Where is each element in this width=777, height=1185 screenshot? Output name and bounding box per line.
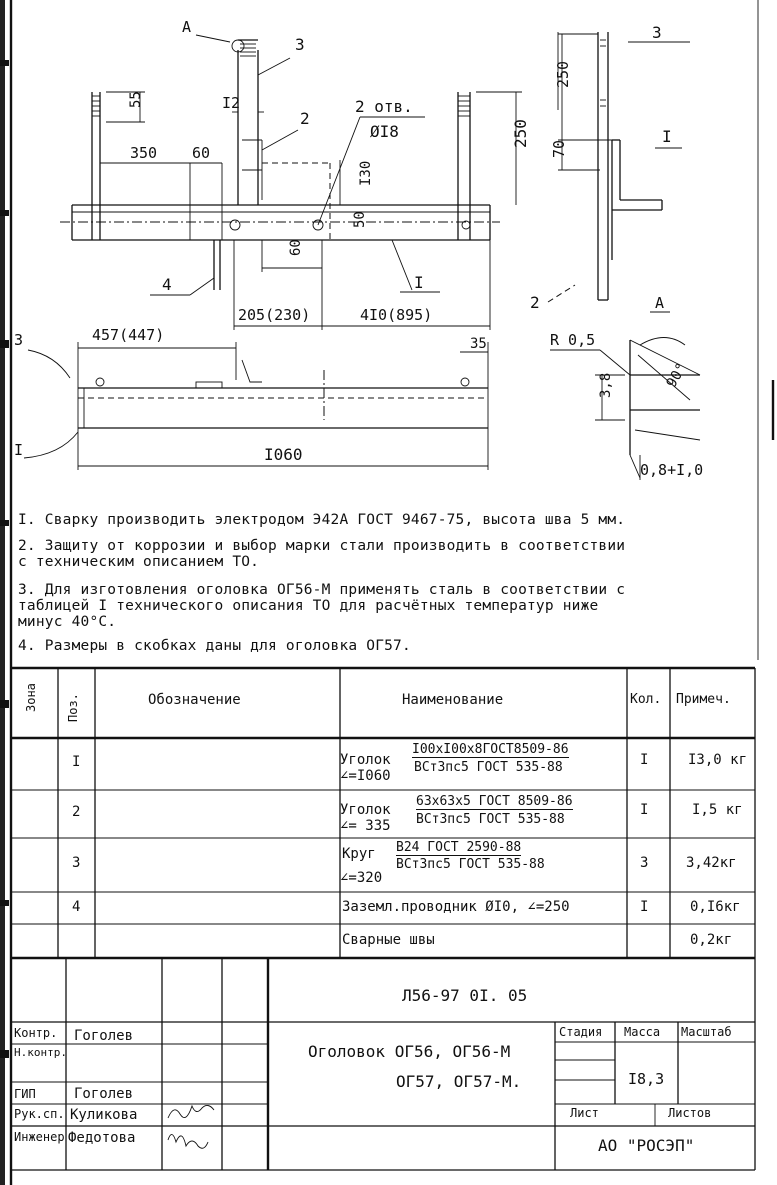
row-spec-top: I00xI00x8ГОСТ8509-86	[412, 742, 569, 757]
dim-60b: 60	[288, 239, 304, 256]
header-zone: Зона	[24, 683, 38, 712]
header-designation: Обозначение	[148, 692, 241, 708]
sheets-label: Листов	[668, 1106, 712, 1120]
sheet-label: Лист	[570, 1106, 599, 1120]
side-dim-70: 70	[550, 139, 568, 158]
role-control: Контр.	[14, 1026, 58, 1040]
stage-label: Стадия	[559, 1025, 603, 1039]
row-note: 0,2кг	[690, 932, 733, 948]
note-4: 4. Размеры в скобках даны для оголовка ОГ57.	[18, 638, 411, 654]
row-qty: I	[640, 899, 649, 915]
detail-r-label: R 0,5	[550, 331, 596, 349]
row-spec-bottom: ВСт3пс5 ГОСТ 535-88	[396, 857, 545, 872]
role-norm-control: Н.контр.	[14, 1046, 67, 1059]
row-pos: 3	[72, 855, 81, 871]
note-3-cont: таблицей I технического описания ТО для расчётных температур ниже	[18, 598, 599, 614]
header-note: Примеч.	[676, 692, 731, 707]
note-2: 2. Защиту от коррозии и выбор марки стали производить в соответствии	[18, 538, 626, 554]
pos-1-label: I	[414, 273, 424, 292]
row-note: 3,42кг	[686, 855, 737, 871]
row-note: 0,I6кг	[690, 899, 741, 915]
row-length: ∠=320	[340, 870, 383, 886]
pos-2-label: 2	[300, 109, 310, 128]
role-engineer: Инженер	[14, 1130, 65, 1144]
row-pos: 4	[72, 899, 81, 915]
row-length: ∠=I060	[340, 768, 391, 784]
org-name: АО "РОСЭП"	[598, 1136, 695, 1155]
left-3-label: 3	[14, 331, 24, 349]
dim-130: I30	[358, 160, 374, 186]
dim-250a: 250	[511, 119, 530, 148]
detail-gap-label: 0,8+I,0	[640, 461, 704, 479]
name-engineer: Федотова	[68, 1130, 136, 1146]
row-pos: I	[72, 754, 81, 770]
note-3-cont2: минус 40°С.	[18, 614, 117, 630]
row-name: Сварные швы	[342, 932, 435, 948]
row-spec-bottom: ВСт3пс5 ГОСТ 535-88	[416, 812, 565, 827]
detail-38-label: 3,8	[598, 372, 614, 398]
name-control: Гоголев	[74, 1028, 134, 1044]
dim-205: 205(230)	[238, 306, 311, 324]
row-spec-top: 63x63x5 ГОСТ 8509-86	[416, 794, 573, 809]
side-pos-1-label: I	[662, 127, 672, 146]
pos-4-label: 4	[162, 275, 172, 294]
title-line-1: Оголовок ОГ56, ОГ56-М	[308, 1042, 511, 1061]
name-group-head: Куликова	[70, 1107, 138, 1123]
header-pos: Поз.	[66, 693, 80, 722]
note-3: 3. Для изготовления оголовка ОГ56-М применять сталь в соответствии с	[18, 582, 626, 598]
hole-dia-label: ØI8	[370, 122, 399, 141]
dim-12: I2	[222, 94, 241, 112]
mass-value: I8,3	[628, 1070, 665, 1088]
role-group-head: Рук.сп.	[14, 1107, 65, 1121]
doc-code: Л56-97 0I. 05	[402, 986, 528, 1005]
note-2-cont: с техническим описанием ТО.	[18, 554, 260, 570]
row-qty: 3	[640, 855, 649, 871]
detail-a	[530, 285, 703, 480]
detail-pos-2-label: 2	[530, 293, 540, 312]
dim-457: 457(447)	[92, 326, 165, 344]
row-name: Уголок	[340, 752, 391, 768]
row-spec-bottom: ВСт3пс5 ГОСТ 535-88	[414, 760, 563, 775]
row-spec-top: В24 ГОСТ 2590-88	[396, 840, 522, 855]
dim-1060: I060	[264, 445, 303, 464]
header-name: Наименование	[402, 692, 504, 708]
mass-label: Масса	[624, 1025, 661, 1039]
dim-410: 4I0(895)	[360, 306, 433, 324]
scale-label: Масштаб	[681, 1025, 732, 1039]
row-pos: 2	[72, 804, 81, 820]
left-1-label: I	[14, 441, 24, 459]
binding-edge	[0, 0, 11, 1185]
side-view	[550, 23, 690, 300]
dim-55: 55	[128, 91, 144, 108]
detail-90-label: 90°	[663, 360, 691, 391]
row-name: Уголок	[340, 802, 391, 818]
side-pos-3-label: 3	[652, 23, 662, 42]
row-name: Круг	[342, 846, 376, 862]
row-name: Заземл.проводник ØI0, ∠=250	[342, 899, 570, 915]
header-qty: Кол.	[630, 692, 662, 707]
holes-label: 2 отв.	[355, 97, 413, 116]
row-length: ∠= 335	[340, 818, 391, 834]
title-line-2: ОГ57, ОГ57-М.	[396, 1072, 522, 1091]
role-chief-engineer: ГИП	[14, 1087, 36, 1101]
row-note: I3,0 кг	[688, 752, 748, 768]
dim-35: 35	[470, 336, 487, 352]
row-note: I,5 кг	[692, 802, 743, 818]
row-qty: I	[640, 802, 649, 818]
front-view	[60, 18, 530, 330]
detail-a-label: A	[655, 294, 665, 312]
note-1: I. Сварку производить электродом Э42А ГОСТ 9467-75, высота шва 5 мм.	[18, 512, 626, 528]
dim-50: 50	[352, 211, 368, 228]
plan-view	[14, 326, 488, 470]
dim-60a: 60	[192, 144, 211, 162]
pos-3-label: 3	[295, 35, 305, 54]
view-a-label: A	[182, 18, 192, 36]
name-chief-engineer: Гоголев	[74, 1086, 134, 1102]
dim-350: 350	[130, 144, 158, 162]
side-dim-250: 250	[554, 60, 572, 88]
row-qty: I	[640, 752, 649, 768]
